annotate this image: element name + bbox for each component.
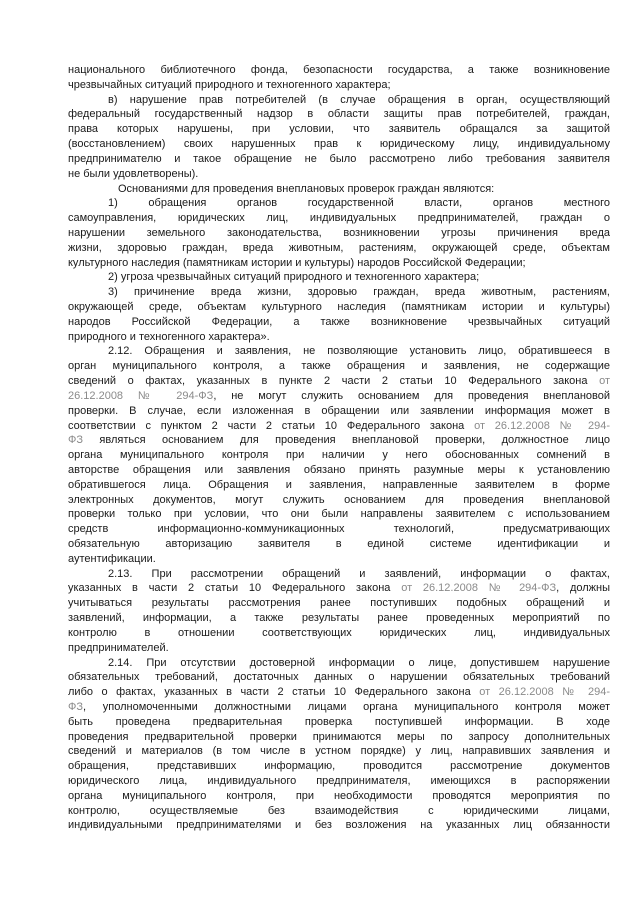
text-line: чрезвычайных ситуаций природного и техногенного характера;	[68, 78, 391, 91]
text-line: индивидуальными предпринимателями и без возложения на указанных лиц обязанности	[68, 819, 610, 832]
paragraph	[68, 63, 610, 93]
text-segment: , не могут служить основанием для проведения внеплановой	[213, 389, 610, 402]
text-line: 2.14. При отсутствии достоверной информации о лице, допустившем нарушение	[108, 656, 610, 669]
text-line: авторстве обращения или заявления обязано принять разумные меры к установлению	[68, 463, 610, 476]
text-line: народов Российской Федерации, а также возникновение чрезвычайных ситуаций	[68, 315, 610, 328]
text-line: обязательную авторизацию заявителя в единой системе идентификации и	[68, 538, 610, 550]
paragraph	[68, 93, 610, 182]
text-line: проверки. В случае, если изложенная в обращении или заявлении информация может в	[68, 404, 610, 417]
text-line: национального библиотечного фонда, безопасности государства, а также возникновение	[68, 64, 610, 76]
text-line: обращения, представивших информацию, проводится рассмотрение документов	[68, 760, 610, 773]
text-line: предпринимателю и такое обращение не было рассмотрено либо требования заявителя	[68, 152, 610, 165]
text-line: 2.12. Обращения и заявления, не позволяющие установить лицо, обратившееся в	[108, 345, 610, 358]
text-line	[68, 389, 610, 404]
text-line: самоуправления, юридических лиц, индивидуальных предпринимателей, граждан о	[68, 212, 610, 225]
text-line	[68, 700, 610, 715]
text-line: юридического лица, индивидуального предпринимателя, имеющихся в распоряжении	[68, 775, 610, 787]
text-segment: указанных в части 2 статьи 10 Федерального закона	[68, 582, 402, 595]
text-line: нарушении земельного законодательства, возникновении угрозы причинения вреда	[68, 226, 610, 239]
text-line: жизни, здоровью граждан, вреда животным, растениям, окружающей среде, объектам	[68, 241, 610, 254]
text-segment: соответствии с пунктом 2 части 2 статьи 10 Федерального закона	[68, 419, 475, 432]
law-reference: от	[599, 375, 610, 388]
text-line: сведений и материалов (в том числе в устном порядке) у лиц, направивших заявления и	[68, 745, 610, 758]
text-line: культурного наследия (памятникам истории и культуры) народов Российской Федерации;	[68, 256, 526, 269]
law-reference: ФЗ	[68, 700, 84, 713]
text-line: предпринимателей.	[68, 641, 169, 654]
text-line: Основаниями для проведения внеплановых проверок граждан являются:	[118, 182, 495, 195]
text-segment: , должны	[556, 582, 610, 595]
text-line	[68, 581, 610, 596]
text-segment: либо о фактах, указанных в части 2 статьи 10 Федерального закона	[68, 686, 480, 699]
text-line: электронных документов, могут служить основанием для проведения внеплановой	[68, 493, 610, 506]
text-line	[68, 419, 610, 434]
text-line	[68, 374, 610, 389]
paragraph	[68, 656, 610, 834]
text-line: 3) причинение вреда жизни, здоровью граждан, вреда животным, растениям,	[108, 286, 610, 299]
text-line: контролю в отношении соответствующих юридических лиц, индивидуальных	[68, 626, 610, 639]
text-line: обязательных требований, достаточных данных о нарушении обязательных требований	[68, 671, 610, 684]
law-reference: 26.12.2008 № 294-ФЗ	[68, 389, 214, 402]
paragraph	[68, 344, 610, 566]
text-line: проверки только при условии, что они были направлены заявителем с использованием	[68, 508, 610, 521]
text-line: заявлений, информации, а также результаты ранее проведенных мероприятий по	[68, 612, 610, 625]
text-line	[68, 685, 610, 700]
text-segment: сведений о фактах, указанных в пункте 2 части 2 статьи 10 Федерального закона	[68, 375, 600, 388]
text-line: проведения предварительной проверки принимаются меры по запросу дополнительных	[68, 730, 610, 743]
text-segment: , уполномоченными должностными лицами органа муниципального контроля может	[83, 700, 610, 713]
law-reference: от 26.12.2008 № 294-	[474, 419, 610, 432]
law-reference: от 26.12.2008 № 294-	[479, 686, 610, 699]
text-line: (восстановлением) своих нарушенных прав к юридическому лицу, индивидуальному	[68, 138, 610, 151]
paragraph	[68, 182, 610, 197]
text-line: 2.13. При рассмотрении обращений и заявлений, информации о фактах,	[108, 567, 610, 580]
paragraph	[68, 270, 610, 285]
text-line: обратившегося лица. Обращения и заявления, направленные заявителем в форме	[68, 478, 610, 491]
law-reference: ФЗ	[68, 434, 84, 447]
paragraph	[68, 285, 610, 344]
paragraph	[68, 567, 610, 656]
text-line: аутентификации.	[68, 552, 156, 565]
document-body	[68, 63, 610, 833]
text-line: органа муниципального контроля при наличии у него обоснованных сомнений в	[68, 449, 610, 462]
text-line: орган муниципального контроля, а также обращения и заявления, не содержащие	[68, 360, 610, 373]
law-reference: от 26.12.2008 № 294-ФЗ	[401, 582, 557, 595]
text-line: природного и техногенного характера».	[68, 330, 270, 343]
text-line: не были удовлетворены).	[68, 167, 199, 180]
text-line: федеральный государственный надзор в области защиты прав потребителей, граждан,	[68, 108, 610, 121]
paragraph	[68, 196, 610, 270]
text-line: контролю, осуществляемые без взаимодействия с юридическими лицами,	[68, 804, 610, 817]
text-line: средств информационно-коммуникационных технологий, предусматривающих	[68, 523, 610, 536]
text-line	[68, 433, 610, 448]
text-line: в) нарушение прав потребителей (в случае обращения в орган, осуществляющий	[108, 93, 610, 106]
text-line: 2) угроза чрезвычайных ситуаций природного и техногенного характера;	[108, 271, 480, 284]
text-line: права которых нарушены, при условии, что заявитель обращался за защитой	[68, 123, 610, 136]
text-line: учитываться результаты рассмотрения ранее поступивших подобных обращений и	[68, 597, 610, 610]
text-line: окружающей среде, объектам культурного наследия (памятникам истории и культуры)	[68, 301, 610, 313]
text-line: 1) обращения органов государственной власти, органов местного	[108, 197, 610, 210]
text-line: быть проведена предварительная проверка поступившей информации. В ходе	[68, 715, 610, 728]
text-segment: являться основанием для проведения внеплановой проверки, должностное лицо	[83, 434, 610, 447]
text-line: органа муниципального контроля, при необходимости проводятся мероприятия по	[68, 789, 610, 802]
